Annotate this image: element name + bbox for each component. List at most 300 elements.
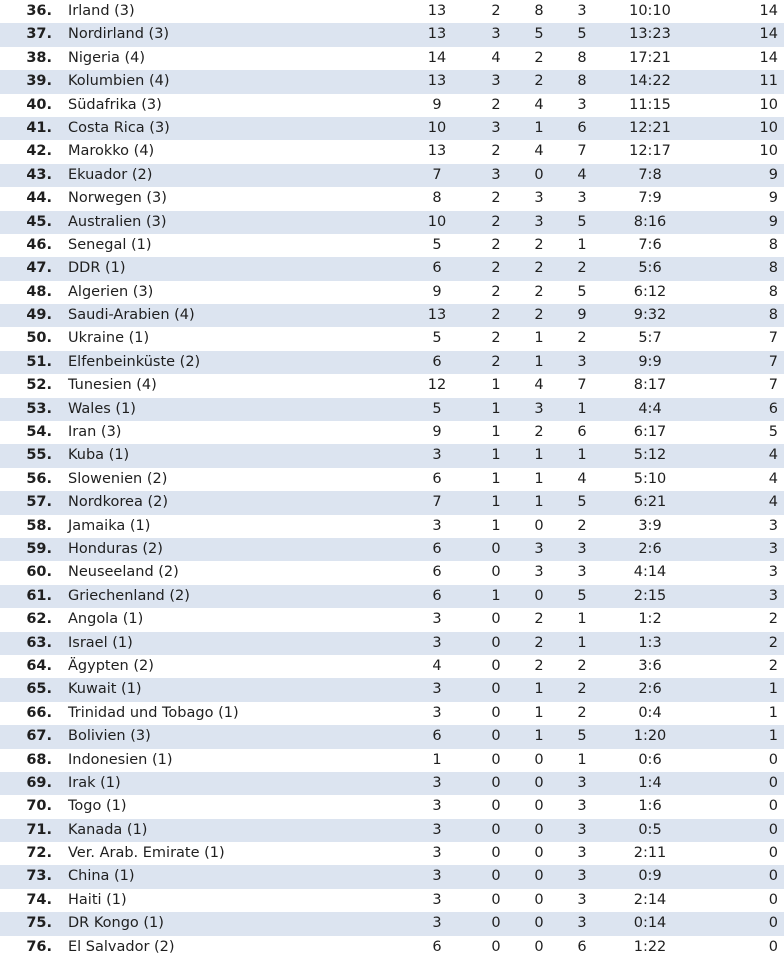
- draws-cell: 2: [534, 657, 544, 674]
- wins-cell: 1: [491, 587, 501, 604]
- rank-cell: 74.: [26, 891, 52, 908]
- rank-cell: 40.: [26, 96, 52, 113]
- rank-cell: 71.: [26, 821, 52, 838]
- wins-cell: 0: [491, 868, 501, 885]
- team-name-cell: Ekuador (2): [68, 166, 153, 183]
- rank-cell: 75.: [26, 915, 52, 932]
- games-played-cell: 13: [427, 73, 447, 90]
- goals-cell: 2:6: [638, 540, 662, 557]
- team-name-cell: Ägypten (2): [68, 657, 154, 674]
- points-cell: 0: [768, 845, 778, 862]
- team-name-cell: Australien (3): [68, 213, 167, 230]
- games-played-cell: 10: [427, 119, 447, 136]
- table-row: [0, 865, 784, 888]
- games-played-cell: 6: [432, 540, 442, 557]
- losses-cell: 3: [577, 540, 587, 557]
- games-played-cell: 6: [432, 470, 442, 487]
- team-name-cell: Wales (1): [68, 400, 136, 417]
- table-row: [0, 304, 784, 327]
- games-played-cell: 3: [432, 517, 442, 534]
- team-name-cell: Iran (3): [68, 424, 122, 441]
- draws-cell: 0: [534, 868, 544, 885]
- team-name-cell: Algerien (3): [68, 283, 154, 300]
- rank-cell: 60.: [26, 564, 52, 581]
- table-row: [0, 912, 784, 935]
- table-row: [0, 398, 784, 421]
- rank-cell: 67.: [26, 728, 52, 745]
- team-name-cell: Haiti (1): [68, 891, 127, 908]
- goals-cell: 9:9: [638, 353, 662, 370]
- losses-cell: 3: [577, 190, 587, 207]
- wins-cell: 2: [491, 330, 501, 347]
- wins-cell: 2: [491, 260, 501, 277]
- draws-cell: 1: [534, 119, 544, 136]
- goals-cell: 0:14: [633, 915, 667, 932]
- table-row: [0, 936, 784, 959]
- games-played-cell: 4: [432, 657, 442, 674]
- rank-cell: 48.: [26, 283, 52, 300]
- games-played-cell: 3: [432, 915, 442, 932]
- goals-cell: 6:21: [633, 494, 667, 511]
- table-row: [0, 70, 784, 93]
- losses-cell: 7: [577, 143, 587, 160]
- team-name-cell: Tunesien (4): [68, 377, 157, 394]
- points-cell: 9: [768, 213, 778, 230]
- draws-cell: 0: [534, 751, 544, 768]
- wins-cell: 0: [491, 657, 501, 674]
- points-cell: 0: [768, 821, 778, 838]
- points-cell: 3: [768, 564, 778, 581]
- losses-cell: 6: [577, 938, 587, 955]
- table-row: [0, 538, 784, 561]
- table-row: [0, 608, 784, 631]
- team-name-cell: Indonesien (1): [68, 751, 173, 768]
- team-name-cell: Togo (1): [68, 798, 127, 815]
- points-cell: 4: [768, 470, 778, 487]
- wins-cell: 1: [491, 424, 501, 441]
- draws-cell: 1: [534, 704, 544, 721]
- wins-cell: 1: [491, 494, 501, 511]
- points-cell: 10: [759, 119, 778, 136]
- rank-cell: 51.: [26, 353, 52, 370]
- points-cell: 14: [759, 3, 778, 19]
- draws-cell: 3: [534, 564, 544, 581]
- games-played-cell: 8: [432, 190, 442, 207]
- goals-cell: 5:10: [633, 470, 667, 487]
- games-played-cell: 3: [432, 821, 442, 838]
- games-played-cell: 14: [427, 49, 447, 66]
- rank-cell: 45.: [26, 213, 52, 230]
- draws-cell: 2: [534, 283, 544, 300]
- points-cell: 1: [768, 728, 778, 745]
- team-name-cell: Marokko (4): [68, 143, 155, 160]
- points-cell: 3: [768, 517, 778, 534]
- goals-cell: 0:4: [638, 704, 662, 721]
- rank-cell: 56.: [26, 470, 52, 487]
- games-played-cell: 3: [432, 891, 442, 908]
- table-row: [0, 374, 784, 397]
- points-cell: 5: [768, 424, 778, 441]
- draws-cell: 3: [534, 540, 544, 557]
- games-played-cell: 6: [432, 564, 442, 581]
- goals-cell: 3:9: [638, 517, 662, 534]
- draws-cell: 2: [534, 307, 544, 324]
- rank-cell: 47.: [26, 260, 52, 277]
- losses-cell: 7: [577, 377, 587, 394]
- games-played-cell: 12: [427, 377, 447, 394]
- losses-cell: 5: [577, 283, 587, 300]
- wins-cell: 4: [491, 49, 501, 66]
- goals-cell: 14:22: [629, 73, 671, 90]
- rank-cell: 65.: [26, 681, 52, 698]
- draws-cell: 4: [534, 96, 544, 113]
- goals-cell: 0:5: [638, 821, 662, 838]
- draws-cell: 0: [534, 587, 544, 604]
- goals-cell: 11:15: [629, 96, 671, 113]
- rank-cell: 72.: [26, 845, 52, 862]
- games-played-cell: 5: [432, 330, 442, 347]
- rank-cell: 69.: [26, 774, 52, 791]
- wins-cell: 1: [491, 377, 501, 394]
- draws-cell: 3: [534, 400, 544, 417]
- losses-cell: 1: [577, 751, 587, 768]
- losses-cell: 9: [577, 307, 587, 324]
- goals-cell: 1:20: [633, 728, 667, 745]
- draws-cell: 1: [534, 494, 544, 511]
- goals-cell: 7:9: [638, 190, 662, 207]
- losses-cell: 5: [577, 494, 587, 511]
- points-cell: 2: [768, 634, 778, 651]
- team-name-cell: Bolivien (3): [68, 728, 151, 745]
- table-row: [0, 164, 784, 187]
- wins-cell: 1: [491, 470, 501, 487]
- goals-cell: 5:12: [633, 447, 667, 464]
- team-name-cell: Neuseeland (2): [68, 564, 179, 581]
- team-name-cell: Israel (1): [68, 634, 133, 651]
- goals-cell: 4:14: [633, 564, 667, 581]
- team-name-cell: Ukraine (1): [68, 330, 150, 347]
- points-cell: 0: [768, 751, 778, 768]
- rank-cell: 39.: [26, 73, 52, 90]
- wins-cell: 2: [491, 283, 501, 300]
- table-row: [0, 23, 784, 46]
- losses-cell: 4: [577, 470, 587, 487]
- rank-cell: 62.: [26, 611, 52, 628]
- draws-cell: 2: [534, 73, 544, 90]
- table-row: [0, 632, 784, 655]
- points-cell: 3: [768, 587, 778, 604]
- table-row: [0, 0, 784, 23]
- wins-cell: 2: [491, 143, 501, 160]
- games-played-cell: 5: [432, 236, 442, 253]
- losses-cell: 3: [577, 798, 587, 815]
- goals-cell: 2:14: [633, 891, 667, 908]
- losses-cell: 5: [577, 728, 587, 745]
- losses-cell: 3: [577, 891, 587, 908]
- table-row: [0, 749, 784, 772]
- team-name-cell: Norwegen (3): [68, 190, 167, 207]
- games-played-cell: 13: [427, 26, 447, 43]
- rank-cell: 46.: [26, 236, 52, 253]
- team-name-cell: Südafrika (3): [68, 96, 162, 113]
- goals-cell: 2:11: [633, 845, 667, 862]
- points-cell: 4: [768, 494, 778, 511]
- wins-cell: 0: [491, 891, 501, 908]
- wins-cell: 0: [491, 798, 501, 815]
- games-played-cell: 3: [432, 798, 442, 815]
- rank-cell: 70.: [26, 798, 52, 815]
- points-cell: 8: [768, 307, 778, 324]
- team-name-cell: Kolumbien (4): [68, 73, 170, 90]
- draws-cell: 8: [534, 3, 544, 19]
- points-cell: 8: [768, 236, 778, 253]
- rank-cell: 54.: [26, 424, 52, 441]
- points-cell: 11: [759, 73, 778, 90]
- wins-cell: 0: [491, 704, 501, 721]
- wins-cell: 0: [491, 728, 501, 745]
- wins-cell: 0: [491, 634, 501, 651]
- rank-cell: 44.: [26, 190, 52, 207]
- points-cell: 10: [759, 143, 778, 160]
- table-row: [0, 257, 784, 280]
- wins-cell: 2: [491, 3, 501, 19]
- rank-cell: 64.: [26, 657, 52, 674]
- goals-cell: 7:8: [638, 166, 662, 183]
- points-cell: 4: [768, 447, 778, 464]
- table-row: [0, 795, 784, 818]
- table-row: [0, 702, 784, 725]
- rank-cell: 76.: [26, 938, 52, 955]
- games-played-cell: 3: [432, 447, 442, 464]
- rank-cell: 49.: [26, 307, 52, 324]
- wins-cell: 0: [491, 774, 501, 791]
- table-row: [0, 842, 784, 865]
- wins-cell: 0: [491, 938, 501, 955]
- draws-cell: 2: [534, 236, 544, 253]
- draws-cell: 0: [534, 774, 544, 791]
- goals-cell: 2:15: [633, 587, 667, 604]
- losses-cell: 5: [577, 213, 587, 230]
- rank-cell: 68.: [26, 751, 52, 768]
- losses-cell: 3: [577, 915, 587, 932]
- wins-cell: 3: [491, 26, 501, 43]
- points-cell: 0: [768, 868, 778, 885]
- goals-cell: 4:4: [638, 400, 662, 417]
- games-played-cell: 9: [432, 96, 442, 113]
- losses-cell: 5: [577, 587, 587, 604]
- goals-cell: 1:2: [638, 611, 662, 628]
- losses-cell: 5: [577, 26, 587, 43]
- goals-cell: 3:6: [638, 657, 662, 674]
- games-played-cell: 13: [427, 143, 447, 160]
- goals-cell: 17:21: [629, 49, 671, 66]
- wins-cell: 0: [491, 751, 501, 768]
- games-played-cell: 3: [432, 868, 442, 885]
- points-cell: 0: [768, 798, 778, 815]
- games-played-cell: 6: [432, 938, 442, 955]
- draws-cell: 3: [534, 213, 544, 230]
- draws-cell: 2: [534, 49, 544, 66]
- losses-cell: 6: [577, 119, 587, 136]
- goals-cell: 9:32: [633, 307, 667, 324]
- draws-cell: 0: [534, 938, 544, 955]
- losses-cell: 1: [577, 236, 587, 253]
- games-played-cell: 6: [432, 587, 442, 604]
- draws-cell: 2: [534, 634, 544, 651]
- wins-cell: 0: [491, 845, 501, 862]
- team-name-cell: Saudi-Arabien (4): [68, 307, 195, 324]
- games-played-cell: 5: [432, 400, 442, 417]
- games-played-cell: 3: [432, 681, 442, 698]
- table-row: [0, 515, 784, 538]
- table-row: [0, 327, 784, 350]
- draws-cell: 1: [534, 470, 544, 487]
- games-played-cell: 6: [432, 353, 442, 370]
- losses-cell: 2: [577, 657, 587, 674]
- losses-cell: 2: [577, 704, 587, 721]
- table-row: [0, 819, 784, 842]
- points-cell: 2: [768, 657, 778, 674]
- wins-cell: 0: [491, 915, 501, 932]
- losses-cell: 3: [577, 3, 587, 19]
- losses-cell: 3: [577, 845, 587, 862]
- losses-cell: 1: [577, 400, 587, 417]
- team-name-cell: Angola (1): [68, 611, 144, 628]
- team-name-cell: Honduras (2): [68, 540, 163, 557]
- table-row: [0, 94, 784, 117]
- wins-cell: 2: [491, 307, 501, 324]
- table-row: [0, 678, 784, 701]
- rank-cell: 63.: [26, 634, 52, 651]
- games-played-cell: 7: [432, 166, 442, 183]
- wins-cell: 0: [491, 540, 501, 557]
- team-name-cell: Kuba (1): [68, 447, 130, 464]
- points-cell: 0: [768, 774, 778, 791]
- draws-cell: 0: [534, 166, 544, 183]
- goals-cell: 0:6: [638, 751, 662, 768]
- table-row: [0, 234, 784, 257]
- games-played-cell: 6: [432, 728, 442, 745]
- rank-cell: 37.: [26, 26, 52, 43]
- games-played-cell: 13: [427, 307, 447, 324]
- draws-cell: 4: [534, 143, 544, 160]
- table-row: [0, 772, 784, 795]
- table-row: [0, 561, 784, 584]
- rank-cell: 66.: [26, 704, 52, 721]
- points-cell: 1: [768, 704, 778, 721]
- points-cell: 0: [768, 915, 778, 932]
- team-name-cell: Elfenbeinküste (2): [68, 353, 201, 370]
- goals-cell: 5:7: [638, 330, 662, 347]
- draws-cell: 0: [534, 915, 544, 932]
- losses-cell: 2: [577, 260, 587, 277]
- points-cell: 9: [768, 166, 778, 183]
- wins-cell: 2: [491, 190, 501, 207]
- rank-cell: 36.: [26, 3, 52, 19]
- goals-cell: 1:22: [633, 938, 667, 955]
- team-name-cell: Nordirland (3): [68, 26, 170, 43]
- losses-cell: 1: [577, 634, 587, 651]
- games-played-cell: 6: [432, 260, 442, 277]
- games-played-cell: 3: [432, 845, 442, 862]
- losses-cell: 3: [577, 96, 587, 113]
- losses-cell: 3: [577, 868, 587, 885]
- draws-cell: 1: [534, 353, 544, 370]
- team-name-cell: China (1): [68, 868, 135, 885]
- points-cell: 14: [759, 49, 778, 66]
- wins-cell: 2: [491, 213, 501, 230]
- draws-cell: 1: [534, 681, 544, 698]
- draws-cell: 0: [534, 798, 544, 815]
- team-name-cell: Jamaika (1): [68, 517, 151, 534]
- wins-cell: 2: [491, 236, 501, 253]
- team-name-cell: Irland (3): [68, 3, 135, 19]
- draws-cell: 0: [534, 821, 544, 838]
- goals-cell: 8:17: [633, 377, 667, 394]
- points-cell: 0: [768, 891, 778, 908]
- table-row: [0, 655, 784, 678]
- losses-cell: 4: [577, 166, 587, 183]
- wins-cell: 2: [491, 96, 501, 113]
- draws-cell: 2: [534, 260, 544, 277]
- goals-cell: 7:6: [638, 236, 662, 253]
- team-name-cell: Costa Rica (3): [68, 119, 170, 136]
- table-row: [0, 211, 784, 234]
- table-row: [0, 187, 784, 210]
- losses-cell: 2: [577, 517, 587, 534]
- draws-cell: 0: [534, 845, 544, 862]
- wins-cell: 3: [491, 166, 501, 183]
- rank-cell: 55.: [26, 447, 52, 464]
- table-row: [0, 117, 784, 140]
- table-row: [0, 351, 784, 374]
- table-row: [0, 421, 784, 444]
- points-cell: 3: [768, 540, 778, 557]
- table-row: [0, 468, 784, 491]
- team-name-cell: El Salvador (2): [68, 938, 175, 955]
- losses-cell: 8: [577, 49, 587, 66]
- games-played-cell: 3: [432, 704, 442, 721]
- points-cell: 1: [768, 681, 778, 698]
- goals-cell: 1:6: [638, 798, 662, 815]
- team-name-cell: Griechenland (2): [68, 587, 190, 604]
- games-played-cell: 3: [432, 634, 442, 651]
- points-cell: 7: [768, 353, 778, 370]
- team-name-cell: Kanada (1): [68, 821, 148, 838]
- wins-cell: 0: [491, 821, 501, 838]
- goals-cell: 8:16: [633, 213, 667, 230]
- points-cell: 2: [768, 611, 778, 628]
- games-played-cell: 1: [432, 751, 442, 768]
- losses-cell: 8: [577, 73, 587, 90]
- draws-cell: 0: [534, 891, 544, 908]
- losses-cell: 2: [577, 330, 587, 347]
- rank-cell: 57.: [26, 494, 52, 511]
- team-name-cell: DDR (1): [68, 260, 126, 277]
- games-played-cell: 9: [432, 283, 442, 300]
- team-name-cell: Nigeria (4): [68, 49, 146, 66]
- goals-cell: 2:6: [638, 681, 662, 698]
- points-cell: 0: [768, 938, 778, 955]
- rank-cell: 73.: [26, 868, 52, 885]
- team-name-cell: Ver. Arab. Emirate (1): [68, 845, 225, 862]
- points-cell: 6: [768, 400, 778, 417]
- rank-cell: 58.: [26, 517, 52, 534]
- goals-cell: 12:21: [629, 119, 671, 136]
- table-row: [0, 491, 784, 514]
- table-row: [0, 725, 784, 748]
- wins-cell: 0: [491, 611, 501, 628]
